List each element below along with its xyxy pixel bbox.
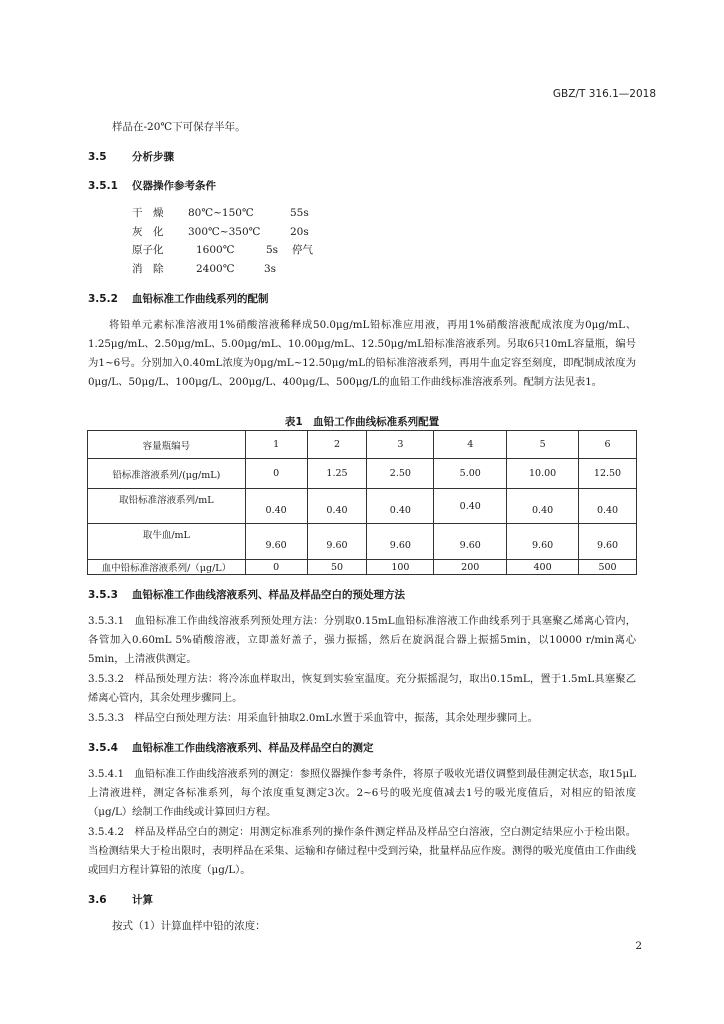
table-row — [88, 431, 637, 459]
table-cell: 9.60 — [434, 524, 507, 560]
table-cell: 50 — [307, 560, 367, 575]
section-number: 3.5.2 — [88, 293, 118, 305]
table-cell: 0.40 — [579, 489, 637, 524]
table-cell: 0 — [245, 459, 307, 489]
row-label: 取铅标准溶液系列/mL — [88, 489, 246, 524]
row-label: 取牛血/mL — [88, 524, 246, 560]
table-cell: 12.50 — [579, 459, 637, 489]
row-label: 铅标准溶液系列/(μg/mL) — [88, 459, 246, 489]
stage-name: 干 燥 — [132, 207, 164, 219]
table-row — [88, 459, 637, 489]
paragraph-3-6: 按式（1）计算血样中铅的浓度： — [112, 920, 266, 932]
table-cell: 400 — [507, 560, 579, 575]
section-number: 3.5 — [88, 151, 107, 163]
table-cell: 0.40 — [507, 489, 579, 524]
table-cell: 9.60 — [507, 524, 579, 560]
section-3-5-4-heading — [88, 740, 374, 755]
paragraph-3-5-2: 将铅单元素标准溶液用1%硝酸溶液稀释成50.0μg/mL铅标准应用液，再用1%硝酸溶液配成浓度为0μg/mL、1.25μg/mL、2.50μg/mL、5.00μg/mL、10.00μg/mL、12.50μg/mL铅标准溶液系列。另取6只10mL容量瓶，编号为1~6号。分别加入0.40mL浓度为0μg/mL~12.50μg/mL的铅标准溶液系列，再用牛血定容至刻度，即配制成浓度为0μg/L、50μg/L、100μg/L、200μg/L、400μg/L、500μg/L的血铅工作曲线标准溶液系列。配制方法见表1。 — [88, 319, 636, 388]
section-number: 3.5.3 — [88, 589, 118, 601]
stage-time: 3s — [264, 263, 277, 275]
table-cell: 0.40 — [434, 489, 507, 524]
table-1-calibration-series — [87, 430, 637, 575]
section-number: 3.6 — [88, 894, 107, 906]
page-number: 2 — [635, 940, 642, 952]
table-cell: 200 — [434, 560, 507, 575]
section-3-5-2-heading — [88, 291, 269, 306]
paragraph-3-5-3-3: 3.5.3.3 样品空白预处理方法：用采血针抽取2.0mL水置于采血管中，振荡，其余处理步骤同上。 — [88, 712, 538, 724]
row-label: 血中铅标准溶液系列/（μg/L） — [88, 560, 246, 575]
stage-name: 消 除 — [132, 263, 164, 275]
table-cell: 9.60 — [307, 524, 367, 560]
instrument-condition-row — [132, 242, 313, 257]
stage-name: 灰 化 — [132, 226, 164, 238]
table-cell: 0 — [245, 560, 307, 575]
table-cell: 100 — [367, 560, 434, 575]
table-cell: 6 — [579, 431, 637, 459]
stage-time: 20s — [290, 226, 309, 238]
paragraph-3-5-4-1: 3.5.4.1 血铅标准工作曲线溶液系列的测定：参照仪器操作参考条件，将原子吸收光谱仪调整到最佳测定状态，取15μL上清液进样，测定各标准系列，每个浓度重复测定3次。2~6号的吸光度值减去1号的吸光度值后，对相应的铅浓度（μg/L）绘制工作曲线或计算回归方程。 — [88, 768, 636, 818]
section-3-5-1-heading — [88, 178, 216, 193]
section-3-6-heading — [88, 892, 153, 907]
stage-time: 5s — [266, 244, 279, 256]
table-1-caption: 表1 血铅工作曲线标准系列配置 — [284, 416, 440, 428]
table-cell: 9.60 — [579, 524, 637, 560]
table-cell: 9.60 — [245, 524, 307, 560]
instrument-condition-row — [132, 224, 330, 239]
storage-note: 样品在-20℃下可保存半年。 — [112, 121, 246, 133]
document-code-header: GBZ/T 316.1—2018 — [552, 88, 656, 100]
section-title: 计算 — [132, 894, 153, 906]
table-cell: 9.60 — [367, 524, 434, 560]
stage-note: 停气 — [292, 244, 313, 256]
table-cell: 0.40 — [307, 489, 367, 524]
row-label: 容量瓶编号 — [88, 431, 246, 459]
table-cell: 500 — [579, 560, 637, 575]
table-row — [88, 489, 637, 524]
table-cell: 1.25 — [307, 459, 367, 489]
paragraph-3-5-4-2: 3.5.4.2 样品及样品空白的测定：用测定标准系列的操作条件测定样品及样品空白溶液，空白测定结果应小于检出限。当检测结果大于检出限时，表明样品在采集、运输和存储过程中受到污染，批量样品应作废。测得的吸光度值由工作曲线或回归方程计算铅的浓度（μg/L）。 — [88, 826, 636, 876]
table-cell: 5 — [507, 431, 579, 459]
table-cell: 2 — [307, 431, 367, 459]
stage-temperature: 300℃~350℃ — [188, 226, 261, 238]
section-title: 分析步骤 — [132, 151, 174, 163]
section-number: 3.5.1 — [88, 180, 118, 192]
section-number: 3.5.4 — [88, 742, 118, 754]
stage-time: 55s — [290, 207, 309, 219]
table-cell: 0.40 — [367, 489, 434, 524]
table-cell: 4 — [434, 431, 507, 459]
section-3-5-heading — [88, 149, 174, 164]
table-cell: 2.50 — [367, 459, 434, 489]
stage-temperature: 80℃~150℃ — [188, 207, 254, 219]
instrument-condition-row — [132, 261, 290, 276]
section-3-5-3-heading — [88, 587, 405, 602]
instrument-condition-row — [132, 205, 330, 220]
section-title: 血铅标准工作曲线溶液系列、样品及样品空白的测定 — [132, 742, 374, 754]
table-cell: 0.40 — [245, 489, 307, 524]
table-cell: 5.00 — [434, 459, 507, 489]
stage-name: 原子化 — [132, 244, 164, 256]
table-row — [88, 524, 637, 560]
table-cell: 3 — [367, 431, 434, 459]
paragraph-3-5-3-2: 3.5.3.2 样品预处理方法：将冷冻血样取出，恢复到实验室温度。充分振摇混匀，取出0.15mL，置于1.5mL具塞聚乙烯离心管内，其余处理步骤同上。 — [88, 673, 636, 704]
paragraph-3-5-3-1: 3.5.3.1 血铅标准工作曲线溶液系列预处理方法：分别取0.15mL血铅标准溶液工作曲线系列于具塞聚乙烯离心管内，各管加入0.60mL 5%硝酸溶液，立即盖好盖子，强力振摇，然后在旋涡混合器上振摇5min，以10000 r/min离心5min，上清液供测定。 — [88, 615, 636, 665]
section-title: 血铅标准工作曲线系列的配制 — [132, 293, 269, 305]
table-row — [88, 560, 637, 575]
table-cell: 10.00 — [507, 459, 579, 489]
section-title: 血铅标准工作曲线溶液系列、样品及样品空白的预处理方法 — [132, 589, 405, 601]
stage-temperature: 2400℃ — [196, 263, 235, 275]
section-title: 仪器操作参考条件 — [132, 180, 216, 192]
stage-temperature: 1600℃ — [196, 244, 235, 256]
table-cell: 1 — [245, 431, 307, 459]
